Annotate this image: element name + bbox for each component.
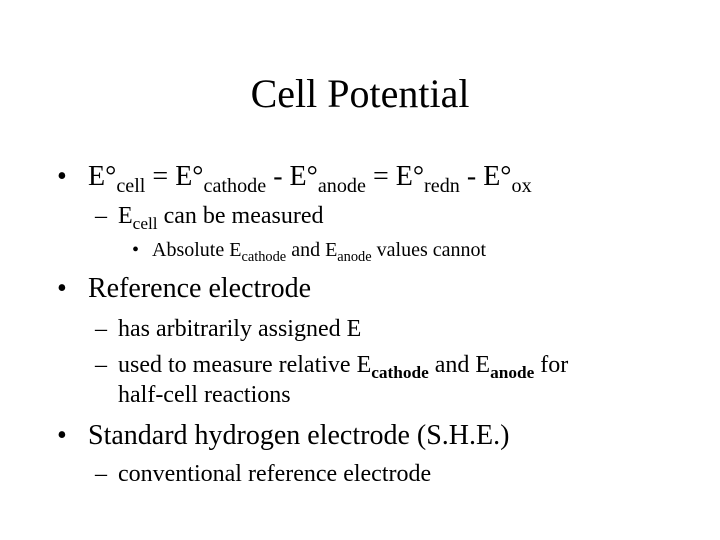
relative-e bbox=[118, 350, 569, 383]
text-part: used to measure relative E bbox=[118, 352, 372, 378]
half-cell-reactions: half-cell reactions bbox=[118, 382, 291, 408]
bullet-marker: • bbox=[57, 273, 67, 304]
eq-part: = E° bbox=[145, 161, 204, 192]
eq-sub-redn: redn bbox=[424, 175, 460, 198]
absolute-values bbox=[152, 237, 487, 266]
arbitrary-e: has arbitrarily assigned E bbox=[118, 316, 362, 342]
conventional-reference: conventional reference electrode bbox=[118, 461, 432, 487]
she-electrode: Standard hydrogen electrode (S.H.E.) bbox=[88, 420, 510, 451]
text-part: for bbox=[534, 352, 569, 378]
text-part: E bbox=[118, 203, 133, 229]
sub-cathode: cathode bbox=[241, 249, 287, 266]
eq-sub-cathode: cathode bbox=[203, 175, 267, 198]
slide-title: Cell Potential bbox=[250, 71, 470, 116]
eq-part: - E° bbox=[266, 161, 318, 192]
eq-sub-anode: anode bbox=[317, 175, 366, 198]
eq-part: - E° bbox=[459, 161, 512, 192]
bullet-marker-small: • bbox=[132, 239, 140, 261]
dash-marker: – bbox=[95, 461, 107, 487]
sub-cathode: cathode bbox=[371, 363, 429, 383]
text-part: and E bbox=[428, 352, 491, 378]
dash-marker: – bbox=[95, 203, 107, 229]
eq-sub-cell: cell bbox=[116, 175, 146, 198]
sub-anode: anode bbox=[337, 249, 372, 266]
eq-part: E° bbox=[88, 161, 117, 192]
bullet-marker: • bbox=[57, 161, 67, 192]
ecell-measured bbox=[118, 201, 324, 234]
sub-anode: anode bbox=[490, 363, 535, 383]
text-part: Absolute E bbox=[152, 239, 242, 261]
text-part: can be measured bbox=[157, 203, 324, 229]
text-part: values cannot bbox=[371, 239, 487, 261]
cell-potential-equation bbox=[88, 160, 532, 198]
eq-sub-ox: ox bbox=[511, 175, 532, 198]
eq-part: = E° bbox=[365, 161, 425, 192]
text-part: and E bbox=[286, 239, 338, 261]
bullet-marker: • bbox=[57, 420, 67, 451]
sub-cell: cell bbox=[132, 214, 158, 234]
reference-electrode: Reference electrode bbox=[88, 273, 312, 304]
dash-marker: – bbox=[95, 316, 107, 342]
dash-marker: – bbox=[95, 352, 107, 378]
